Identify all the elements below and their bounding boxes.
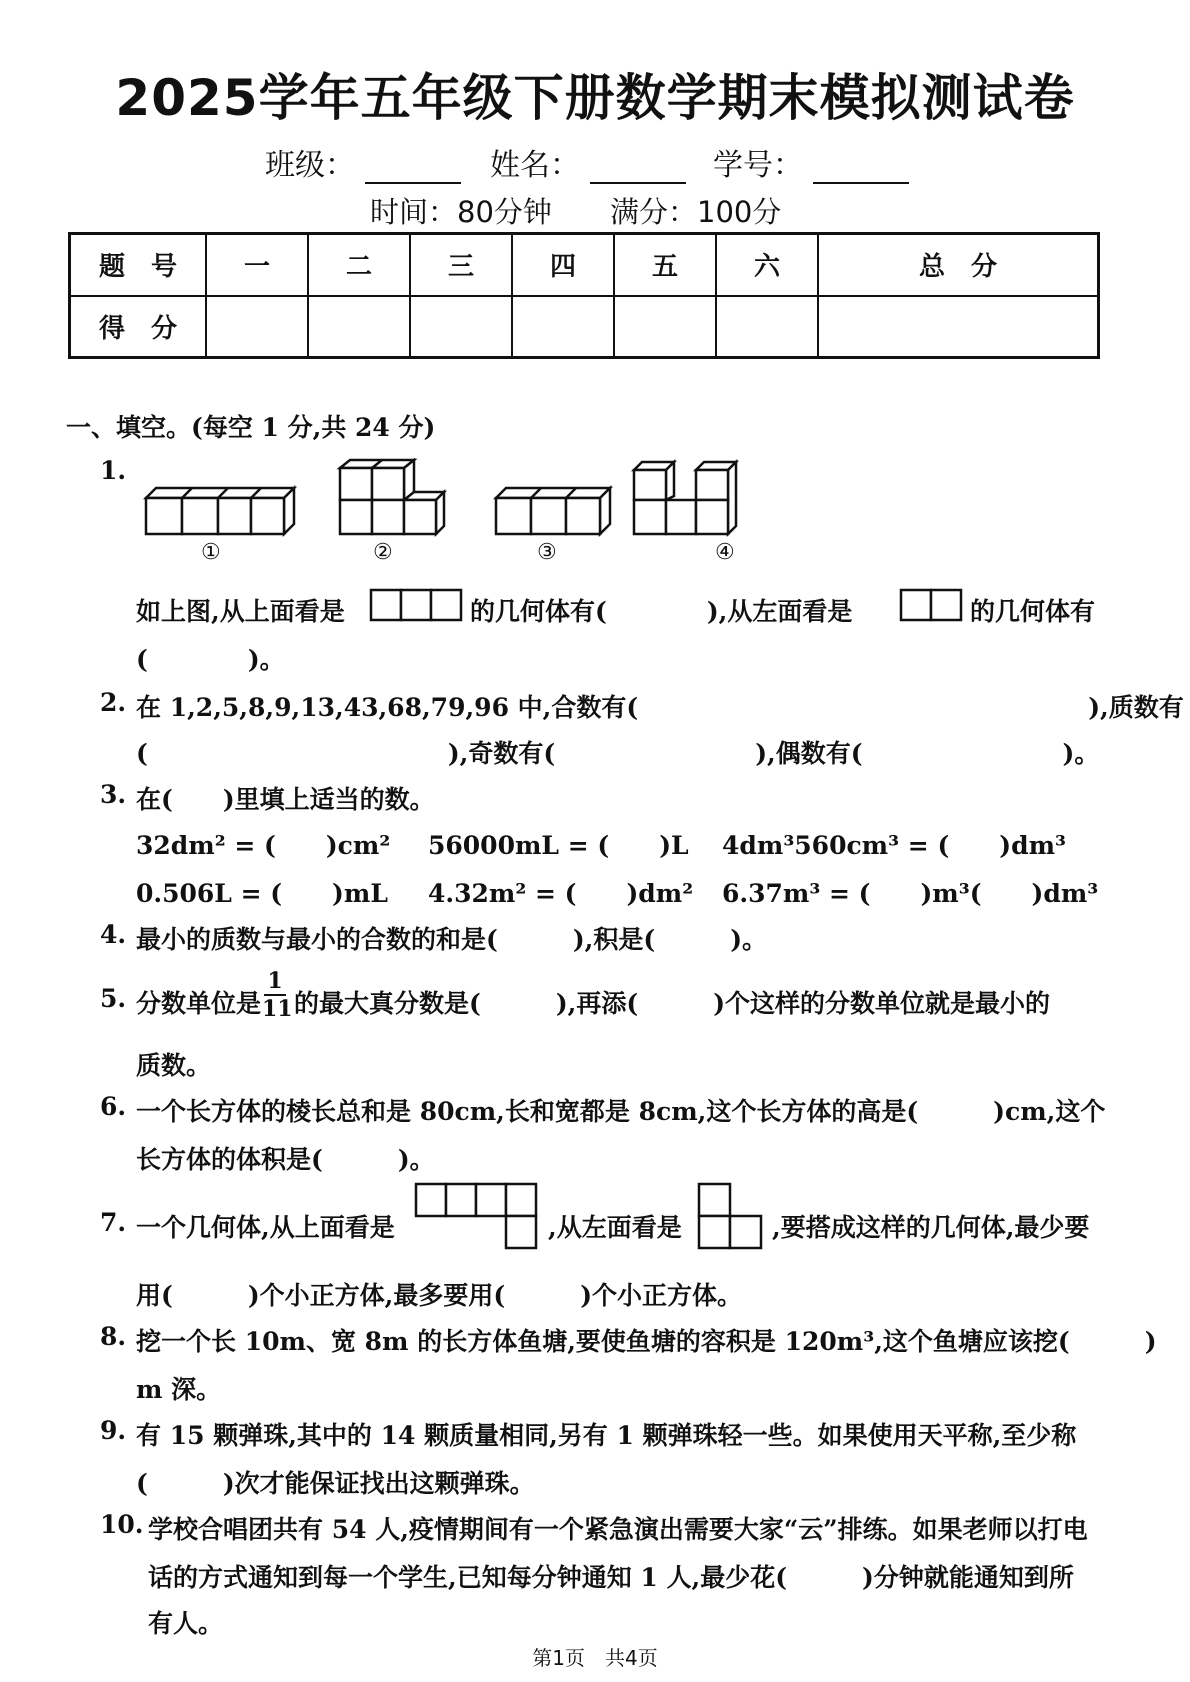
score-cell[interactable] — [308, 296, 410, 358]
question-number: 1. — [100, 456, 127, 485]
q7-text-b: ,从左面看是 — [548, 1213, 682, 1242]
q1-text-c: 的几何体有 — [970, 597, 1096, 626]
score-table — [68, 232, 1100, 359]
question-number: 7. — [100, 1208, 127, 1237]
q1-text-b: 的几何体有( ),从左面看是 — [470, 597, 853, 626]
q10-line1: 学校合唱团共有 54 人,疫情期间有一个紧急演出需要大家“云”排练。如果老师以打电 — [148, 1515, 1088, 1544]
score-header-cell: 二 — [308, 234, 410, 296]
q1-text-d: ( )。 — [136, 645, 285, 674]
q2-line1: 在 1,2,5,8,9,13,43,68,79,96 中,合数有( ),质数有 — [136, 693, 1184, 722]
question-number: 9. — [100, 1416, 127, 1445]
q3-item: 6.37m³ = ( )m³( )dm³ — [722, 879, 1099, 908]
q3-item: 0.506L = ( )mL — [136, 879, 388, 908]
figure-label-3: ③ — [537, 540, 557, 565]
q5-fraction-numerator: 1 — [264, 968, 286, 996]
cube-figures — [140, 458, 800, 538]
score-header-cell: 五 — [614, 234, 716, 296]
left-view-two-squares — [899, 588, 963, 622]
q3-item: 4.32m² = ( )dm² — [428, 879, 694, 908]
q7-text-c: ,要搭成这样的几何体,最少要 — [772, 1213, 1090, 1242]
cube-figure-1 — [146, 488, 294, 534]
question-number: 8. — [100, 1322, 127, 1351]
page-footer: 第1页 共4页 — [532, 1646, 658, 1670]
score-header-cell: 四 — [512, 234, 614, 296]
q7-line2: 用( )个小正方体,最多要用( )个小正方体。 — [136, 1281, 743, 1310]
class-field — [265, 140, 461, 184]
score-header-cell: 一 — [206, 234, 308, 296]
q3-item: 32dm² = ( )cm² — [136, 831, 391, 860]
q5-text-a: 分数单位是 — [136, 989, 262, 1018]
id-label: 学号： — [713, 148, 803, 183]
figure-label-1: ① — [201, 540, 221, 565]
q5-fraction-denominator: 11 — [262, 996, 293, 1022]
score-cell[interactable] — [206, 296, 308, 358]
question-number: 2. — [100, 688, 127, 717]
question-number: 5. — [100, 984, 127, 1013]
exam-time: 时间：80分钟 — [370, 195, 552, 229]
q10-line3: 有人。 — [148, 1609, 224, 1638]
q8-line1: 挖一个长 10m、宽 8m 的长方体鱼塘,要使鱼塘的容积是 120m³,这个鱼塘应该挖( ) — [136, 1327, 1157, 1356]
score-cell[interactable] — [716, 296, 818, 358]
figure-label-4: ④ — [715, 540, 735, 565]
class-blank[interactable] — [365, 152, 461, 184]
score-header-cell: 总 分 — [818, 234, 1099, 296]
full-score: 满分：100分 — [610, 195, 782, 229]
q4-text: 最小的质数与最小的合数的和是( ),积是( )。 — [136, 925, 768, 954]
q5-text-c: 质数。 — [136, 1051, 212, 1080]
q3-item: 56000mL = ( )L — [428, 831, 689, 860]
q9-line1: 有 15 颗弹珠,其中的 14 颗质量相同,另有 1 颗弹珠轻一些。如果使用天平称,至少称 — [136, 1421, 1077, 1450]
question-number: 3. — [100, 780, 127, 809]
name-blank[interactable] — [590, 152, 686, 184]
score-header-cell: 题 号 — [70, 234, 207, 296]
score-cell[interactable] — [410, 296, 512, 358]
name-field — [490, 140, 686, 184]
name-label: 姓名： — [490, 148, 580, 183]
q6-line1: 一个长方体的棱长总和是 80cm,长和宽都是 8cm,这个长方体的高是( )cm,这个 — [136, 1097, 1106, 1126]
figure-label-2: ② — [373, 540, 393, 565]
section-title: 一、填空。(每空 1 分,共 24 分) — [66, 413, 436, 442]
cube-figure-3 — [496, 488, 610, 534]
score-header-cell: 三 — [410, 234, 512, 296]
q5-text-b: 的最大真分数是( ),再添( )个这样的分数单位就是最小的 — [294, 989, 1051, 1018]
q10-line2: 话的方式通知到每一个学生,已知每分钟通知 1 人,最少花( )分钟就能通知到所 — [148, 1563, 1074, 1592]
page-title: 2025学年五年级下册数学期末模拟测试卷 — [115, 69, 1075, 127]
cube-figure-4 — [634, 462, 736, 534]
q2-line2: ( ),奇数有( ),偶数有( )。 — [136, 739, 1100, 768]
question-number: 4. — [100, 920, 127, 949]
question-number: 10. — [100, 1510, 144, 1539]
score-header-cell: 六 — [716, 234, 818, 296]
q7-text-a: 一个几何体,从上面看是 — [136, 1213, 395, 1242]
score-row-label: 得 分 — [70, 296, 207, 358]
class-label: 班级： — [265, 148, 355, 183]
q7-left-view — [697, 1182, 765, 1252]
q3-item: 4dm³560cm³ = ( )dm³ — [722, 831, 1066, 860]
score-cell[interactable] — [818, 296, 1099, 358]
q7-top-view — [414, 1182, 542, 1252]
q9-line2: ( )次才能保证找出这颗弹珠。 — [136, 1469, 535, 1498]
q6-line2: 长方体的体积是( )。 — [136, 1145, 435, 1174]
q1-text-a: 如上图,从上面看是 — [136, 597, 345, 626]
score-cell[interactable] — [512, 296, 614, 358]
score-cell[interactable] — [614, 296, 716, 358]
cube-figure-2 — [340, 460, 444, 534]
q3-title: 在( )里填上适当的数。 — [136, 785, 435, 814]
question-number: 6. — [100, 1092, 127, 1121]
id-blank[interactable] — [813, 152, 909, 184]
q8-line2: m 深。 — [136, 1375, 222, 1404]
top-view-three-squares — [369, 588, 463, 622]
id-field — [713, 140, 909, 184]
